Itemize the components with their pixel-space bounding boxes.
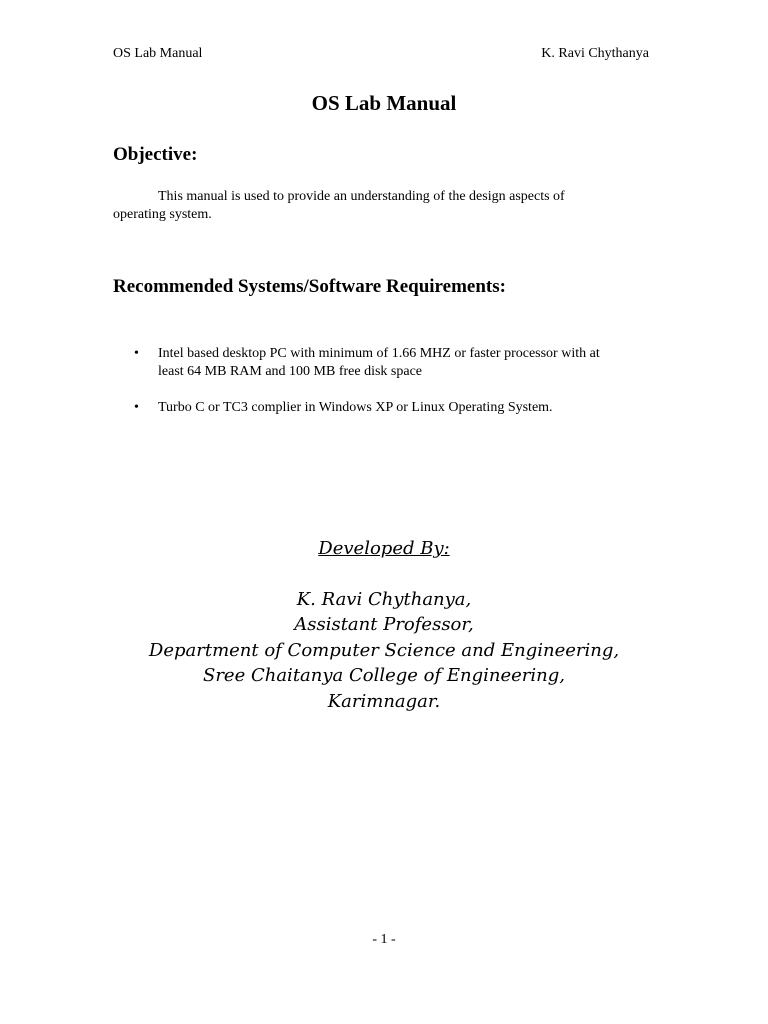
page-number: - 1 - xyxy=(372,932,396,947)
list-item-line: Intel based desktop PC with minimum of 1.66 MHZ or faster processor with at xyxy=(158,346,600,361)
credits-heading: Developed By: xyxy=(318,538,450,559)
author-name: K. Ravi Chythanya, xyxy=(296,588,472,610)
list-item xyxy=(113,345,658,381)
running-header-left: OS Lab Manual xyxy=(113,46,203,61)
author-city: Karimnagar. xyxy=(327,690,441,712)
list-item xyxy=(113,399,658,417)
author-college: Sree Chaitanya College of Engineering, xyxy=(203,665,565,686)
document-title: OS Lab Manual xyxy=(311,91,457,115)
objective-text-1: This manual is used to provide an understanding of the design aspects of xyxy=(158,189,565,204)
objective-line-2: operating system. xyxy=(113,207,212,222)
list-item-line: least 64 MB RAM and 100 MB free disk space xyxy=(158,364,423,379)
objective-heading: Objective: xyxy=(113,144,198,165)
objective-line-1 xyxy=(113,188,658,206)
list-item-line: Turbo C or TC3 complier in Windows XP or Linux Operating System. xyxy=(158,400,553,415)
author-designation: Assistant Professor, xyxy=(294,614,474,635)
author-department: Department of Computer Science and Engineering, xyxy=(148,639,620,661)
requirements-heading: Recommended Systems/Software Requirements: xyxy=(113,276,506,297)
credits-block xyxy=(0,536,768,714)
bullet-icon: • xyxy=(134,346,139,361)
requirements-list xyxy=(113,345,658,435)
bullet-icon: • xyxy=(134,400,139,415)
running-header-right: K. Ravi Chythanya xyxy=(541,46,649,61)
objective-paragraph xyxy=(113,188,658,224)
